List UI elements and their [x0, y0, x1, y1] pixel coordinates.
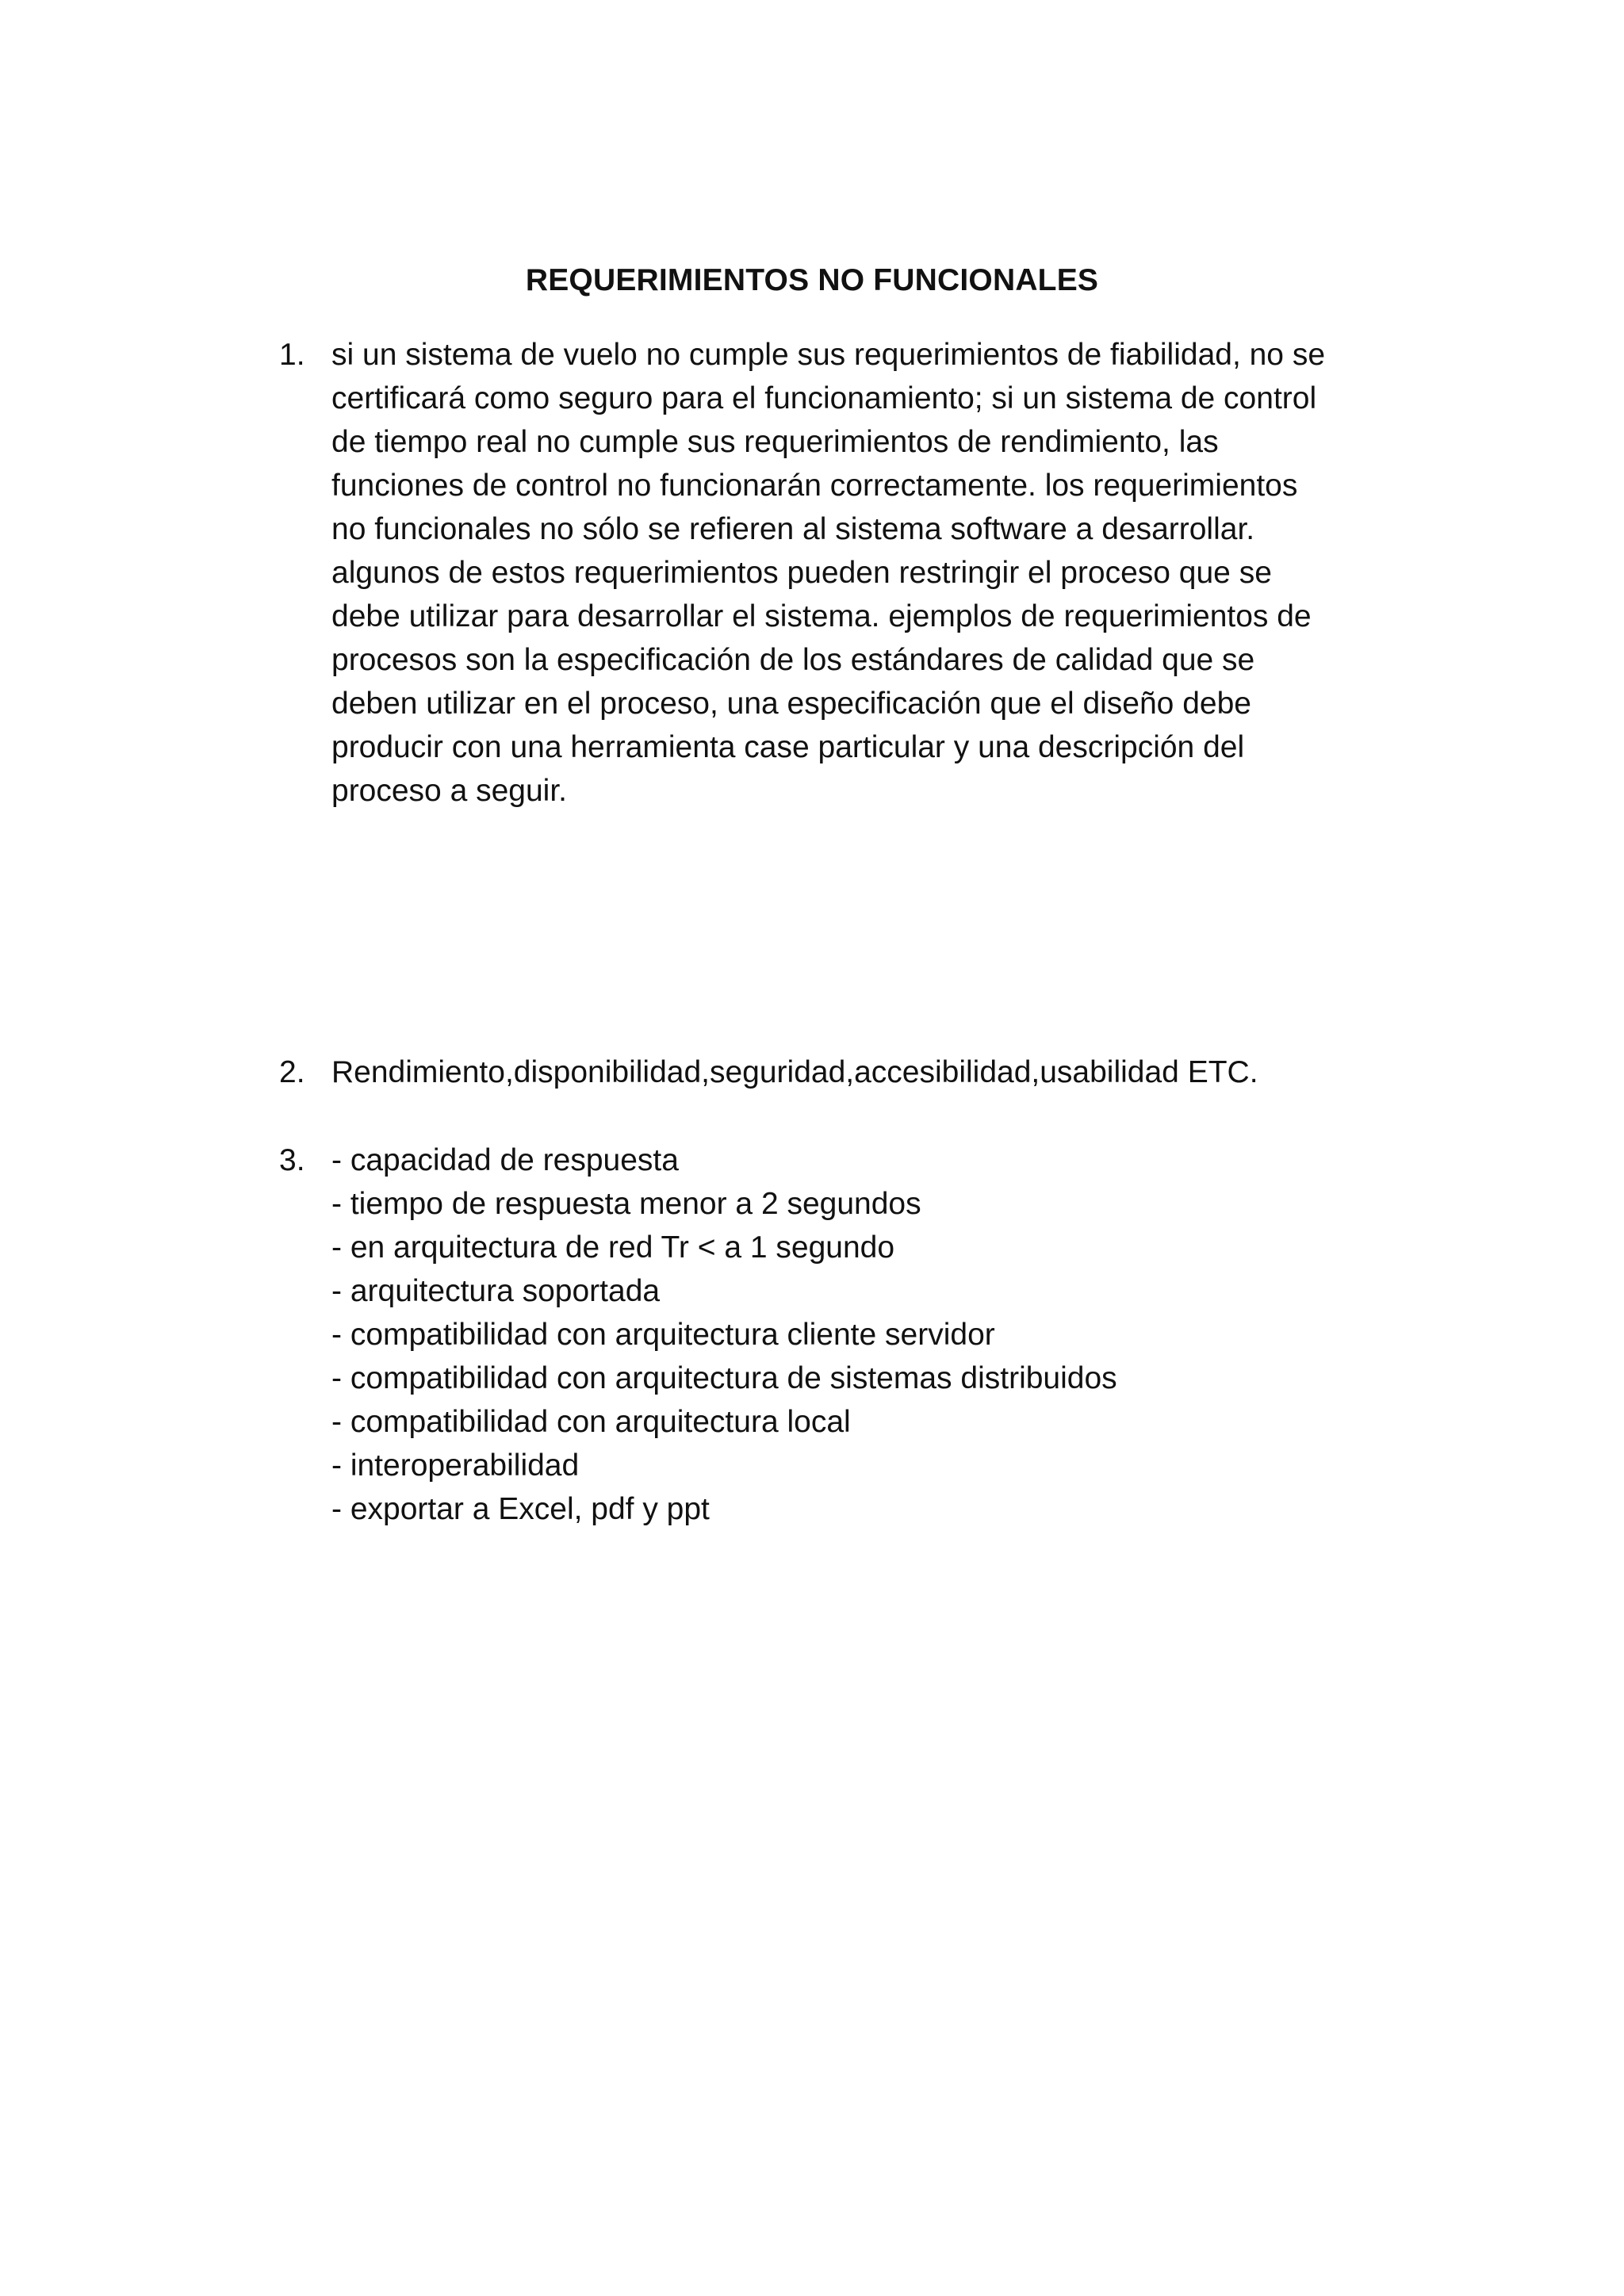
dash-list-item: - arquitectura soportada — [331, 1274, 661, 1308]
paragraph-line: proceso a seguir. — [331, 774, 568, 808]
dash-list-item: - interoperabilidad — [331, 1448, 580, 1483]
paragraph-line: debe utilizar para desarrollar el sistema. ejemplos de requerimientos de — [331, 599, 1312, 633]
paragraph-line: de tiempo real no cumple sus requerimientos de rendimiento, las — [331, 425, 1219, 459]
paragraph-line: no funcionales no sólo se refieren al sistema software a desarrollar. — [331, 512, 1255, 546]
item-number: 3. — [279, 1143, 305, 1177]
document-title: REQUERIMIENTOS NO FUNCIONALES — [525, 263, 1099, 297]
paragraph-line: Rendimiento,disponibilidad,seguridad,accesibilidad,usabilidad ETC. — [331, 1055, 1258, 1089]
paragraph-line: funciones de control no funcionarán correctamente. los requerimientos — [331, 469, 1298, 503]
paragraph-line: producir con una herramienta case particular y una descripción del — [331, 730, 1245, 764]
dash-list — [331, 1138, 1405, 1531]
item-paragraph — [331, 333, 1405, 813]
dash-list-item: - compatibilidad con arquitectura local — [331, 1405, 851, 1439]
item-number: 2. — [279, 1055, 305, 1089]
item-paragraph — [331, 1050, 1405, 1094]
dash-list-item: - exportar a Excel, pdf y ppt — [331, 1492, 710, 1526]
item-number: 1. — [279, 338, 305, 372]
paragraph-line: procesos son la especificación de los estándares de calidad que se — [331, 643, 1255, 677]
paragraph-line: si un sistema de vuelo no cumple sus requerimientos de fiabilidad, no se — [331, 338, 1326, 372]
dash-list-item: - en arquitectura de red Tr < a 1 segundo — [331, 1230, 895, 1265]
dash-list-item: - compatibilidad con arquitectura cliente servidor — [331, 1318, 995, 1352]
paragraph-line: deben utilizar en el proceso, una especificación que el diseño debe — [331, 687, 1251, 721]
paragraph-line: certificará como seguro para el funcionamiento; si un sistema de control — [331, 381, 1317, 415]
dash-list-item: - compatibilidad con arquitectura de sistemas distribuidos — [331, 1361, 1117, 1395]
paragraph-line: algunos de estos requerimientos pueden restringir el proceso que se — [331, 556, 1272, 590]
dash-list-item: - tiempo de respuesta menor a 2 segundos — [331, 1187, 921, 1221]
dash-list-item: - capacidad de respuesta — [331, 1143, 679, 1177]
